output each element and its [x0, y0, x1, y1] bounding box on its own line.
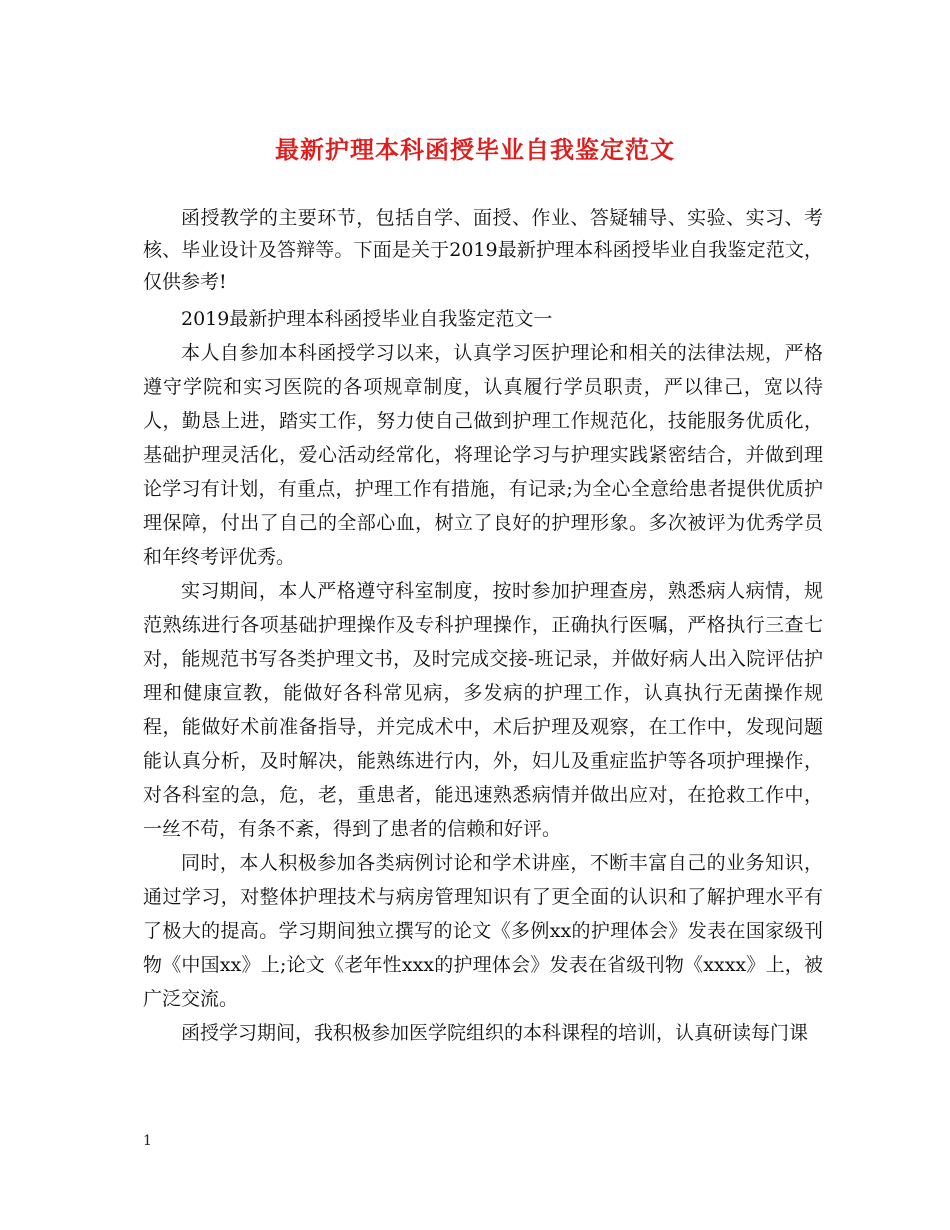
paragraph-intro: 函授教学的主要环节，包括自学、面授、作业、答疑辅导、实验、实习、考核、毕业设计及答辩等。下面是关于2019最新护理本科函授毕业自我鉴定范文，仅供参考! — [143, 207, 823, 293]
section-heading: 2019最新护理本科函授毕业自我鉴定范文一 — [181, 308, 553, 330]
page-number: 1 — [143, 1133, 152, 1149]
paragraph-academic: 同时，本人积极参加各类病例讨论和学术讲座，不断丰富自己的业务知识，通过学习，对整体护理技术与病房管理知识有了更全面的认识和了解护理水平有了极大的提高。学习期间独立撰写的论文《多例xx的护理体会》发表在国家级刊物《中国xx》上;论文《老年性xxx的护理体会》发表在省级刊物《xxxx》上，被广泛交流。 — [143, 852, 823, 1010]
page-title: 最新护理本科函授毕业自我鉴定范文 — [275, 135, 675, 164]
paragraph-correspondence: 函授学习期间，我积极参加医学院组织的本科课程的培训，认真研读每门课 — [181, 1022, 809, 1044]
paragraph-internship: 实习期间，本人严格遵守科室制度，按时参加护理查房，熟悉病人病情，规范熟练进行各项基础护理操作及专科护理操作，正确执行医嘱，严格执行三查七对，能规范书写各类护理文书，及时完成交接-班记录，并做好病人出入院评估护理和健康宣教，能做好各科常见病，多发病的护理工作，认真执行无菌操作规程，能做好术前准备指导，并完成术中，术后护理及观察，在工作中，发现问题能认真分析，及时解决，能熟练进行内，外，妇儿及重症监护等各项护理操作，对各科室的急，危，老，重患者，能迅速熟悉病情并做出应对，在抢救工作中，一丝不苟，有条不紊，得到了患者的信赖和好评。 — [143, 580, 823, 840]
document-body — [143, 202, 823, 1050]
paragraph-self-study: 本人自参加本科函授学习以来，认真学习医护理论和相关的法律法规，严格遵守学院和实习医院的各项规章制度，认真履行学员职责，严以律己，宽以待人，勤恳上进，踏实工作，努力使自己做到护理工作规范化，技能服务优质化，基础护理灵活化，爱心活动经常化，将理论学习与护理实践紧密结合，并做到理论学习有计划，有重点，护理工作有措施，有记录;为全心全意给患者提供优质护理保障，付出了自己的全部心血，树立了良好的护理形象。多次被评为优秀学员和年终考评优秀。 — [143, 342, 823, 568]
